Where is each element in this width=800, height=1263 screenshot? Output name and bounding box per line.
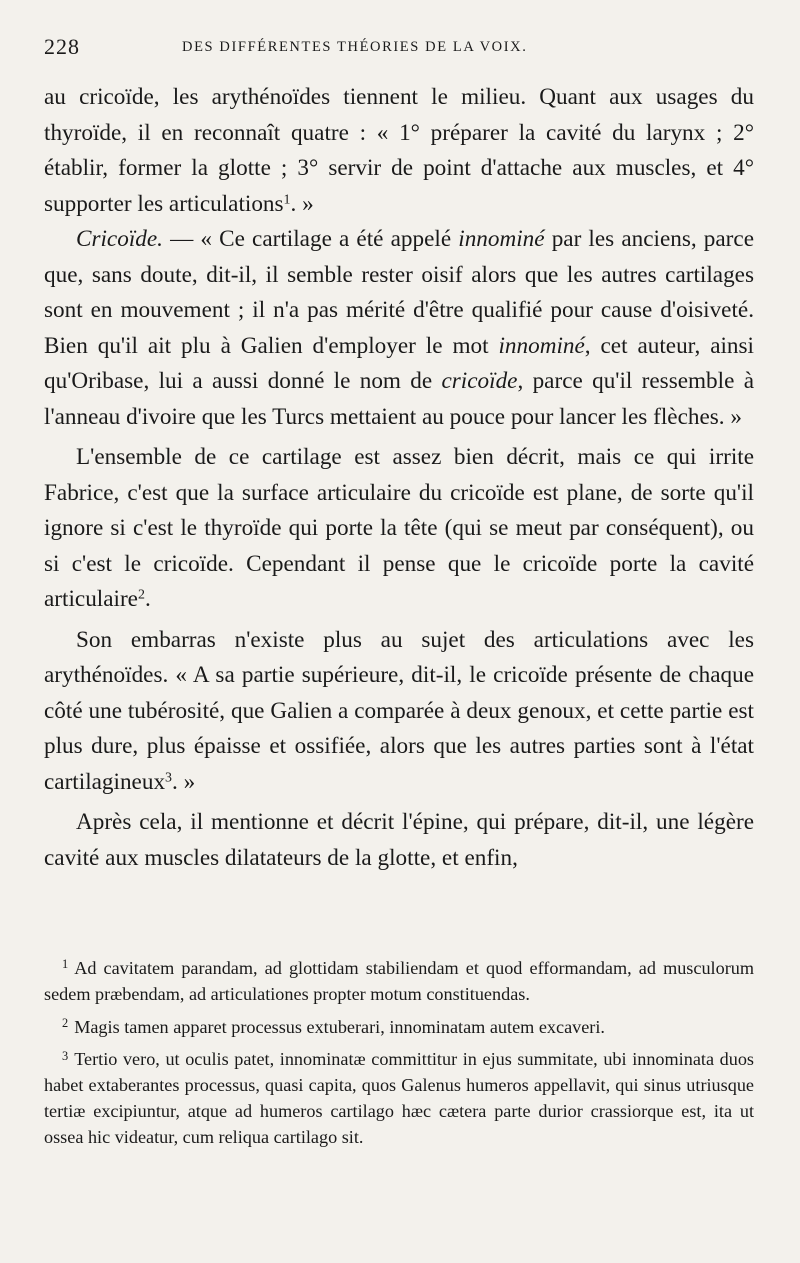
body-text [44, 80, 754, 876]
paragraph-1: au cricoïde, les arythénoïdes tiennent le milieu. Quant aux usages du thyroïde, il en reconnaît quatre : « 1° préparer la cavité du larynx ; 2° établir, former la glotte ; 3° servir de point d'attache aux muscles, et 4° supporter les articulations$^1$. » [44, 84, 754, 217]
section-lead: Cricoïde. [76, 226, 163, 252]
footnote-1: $^1$ Ad cavitatem parandam, ad glottidam stabiliendam et quod efformandam, ad musculorum sedem præbendam, ad articulationes propter motum constituendas. [44, 957, 754, 1004]
footnotes [44, 956, 754, 1158]
paragraph-2: Cricoïde. — « Ce cartilage a été appelé innominé par les anciens, parce que, sans doute, dit-il, il semble rester oisif alors que les autres cartilages sont en mouvement ; il n'a pas mérité d'être qualifié pour cause d'oisiveté. Bien qu'il ait plu à Galien d'employer le mot innominé, cet auteur, ainsi qu'Oribase, lui a aussi donné le nom de cricoïde, parce qu'il ressemble à l'anneau d'ivoire que les Turcs mettaient au pouce pour lancer les flèches. » [44, 226, 754, 430]
page-number: 228 [44, 34, 80, 59]
footnote-3: $^3$ Tertio vero, ut oculis patet, innominatæ committitur in ejus summitate, ubi innominata duos habet extaberantes processus, quasi capita, quos Galenus humeros appellavit, qui sinus utriusque tertiæ excipiuntur, atque ad humeros cartilago hæc cætera parte durior crassiorque est, ita ut ossea hic videatur, cum reliqua cartilago sit. [44, 1048, 754, 1147]
running-head [44, 34, 750, 64]
footnote-ref-1: 1 [283, 191, 291, 207]
footnote-ref-3: 3 [165, 769, 172, 785]
footnote-ref-2: 2 [137, 587, 145, 603]
running-title: DES DIFFÉRENTES THÉORIES DE LA VOIX. [182, 39, 528, 55]
paragraph-5: Après cela, il mentionne et décrit l'épine, qui prépare, dit-il, une légère cavité aux muscles dilatateurs de la glotte, et enfin, [44, 809, 754, 871]
paragraph-4: Son embarras n'existe plus au sujet des articulations avec les arythénoïdes. « A sa partie supérieure, dit-il, le cricoïde présente de chaque côté une tubérosité, que Galien a comparée à deux genoux, et cette partie est plus dure, plus épaisse et ossifiée, alors que les autres parties sont à l'état cartilagineux$^3$. » [44, 626, 754, 795]
footnote-2: $^2$ Magis tamen apparet processus extuberari, innominatam autem excaveri. [62, 1016, 605, 1037]
paragraph-3: L'ensemble de ce cartilage est assez bien décrit, mais ce qui irrite Fabrice, c'est que la surface articulaire du cricoïde est plane, de sorte qu'il ignore si c'est le thyroïde qui porte la tête (qui se meut par conséquent), ou si c'est le cricoïde. Cependant il pense que le cricoïde porte la cavité articulaire$^2$. [44, 444, 754, 612]
